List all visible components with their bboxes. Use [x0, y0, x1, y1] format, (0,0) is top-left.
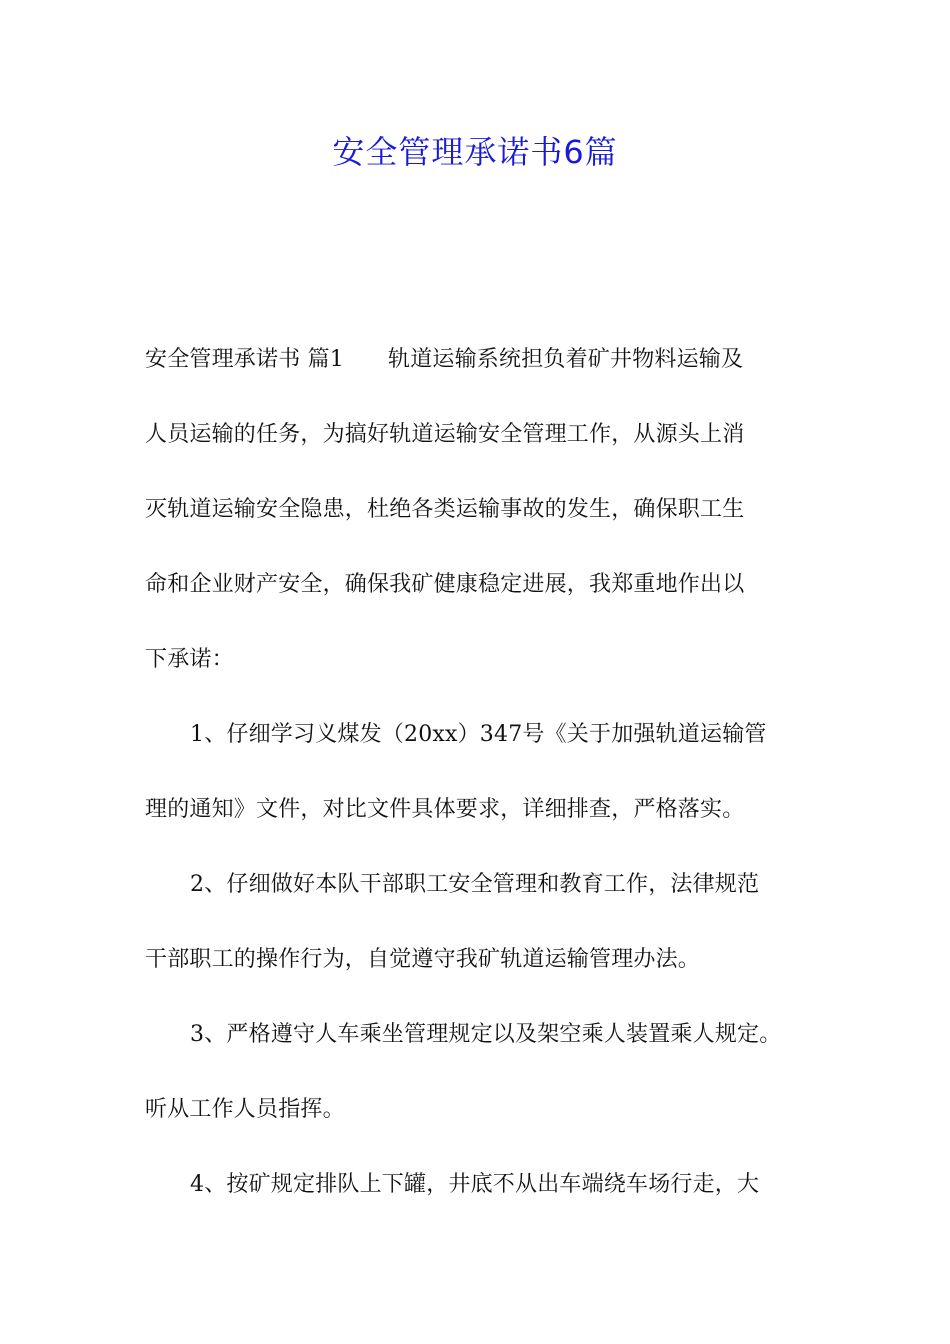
item-3-line-2: 听从工作人员指挥。: [145, 1097, 345, 1122]
item-2-line-1: 2、仔细做好本队干部职工安全管理和教育工作，法律规范: [190, 872, 760, 897]
paragraph-text: 轨道运输系统担负着矿井物料运输及: [388, 347, 744, 372]
paragraph-line-4: 命和企业财产安全，确保我矿健康稳定进展，我郑重地作出以: [145, 572, 745, 597]
item-4-line-1: 4、按矿规定排队上下罐，井底不从出车端绕车场行走，大: [190, 1172, 760, 1197]
paragraph-line-2: 人员运输的任务，为搞好轨道运输安全管理工作，从源头上消: [145, 422, 745, 447]
paragraph-line-5: 下承诺：: [145, 647, 234, 672]
item-2-line-2: 干部职工的操作行为，自觉遵守我矿轨道运输管理办法。: [145, 947, 701, 972]
item-1-line-1: 1、仔细学习义煤发（20xx）347号《关于加强轨道运输管: [190, 722, 767, 747]
paragraph-line-1: [145, 345, 743, 375]
item-3-line-1: 3、严格遵守人车乘坐管理规定以及架空乘人装置乘人规定。: [190, 1022, 782, 1047]
document-title: 安全管理承诺书6篇: [332, 133, 618, 171]
item-1-line-2: 理的通知》文件，对比文件具体要求，详细排查，严格落实。: [145, 797, 745, 822]
section-heading: 安全管理承诺书 篇1: [145, 347, 344, 372]
paragraph-line-3: 灭轨道运输安全隐患，杜绝各类运输事故的发生，确保职工生: [145, 497, 745, 522]
